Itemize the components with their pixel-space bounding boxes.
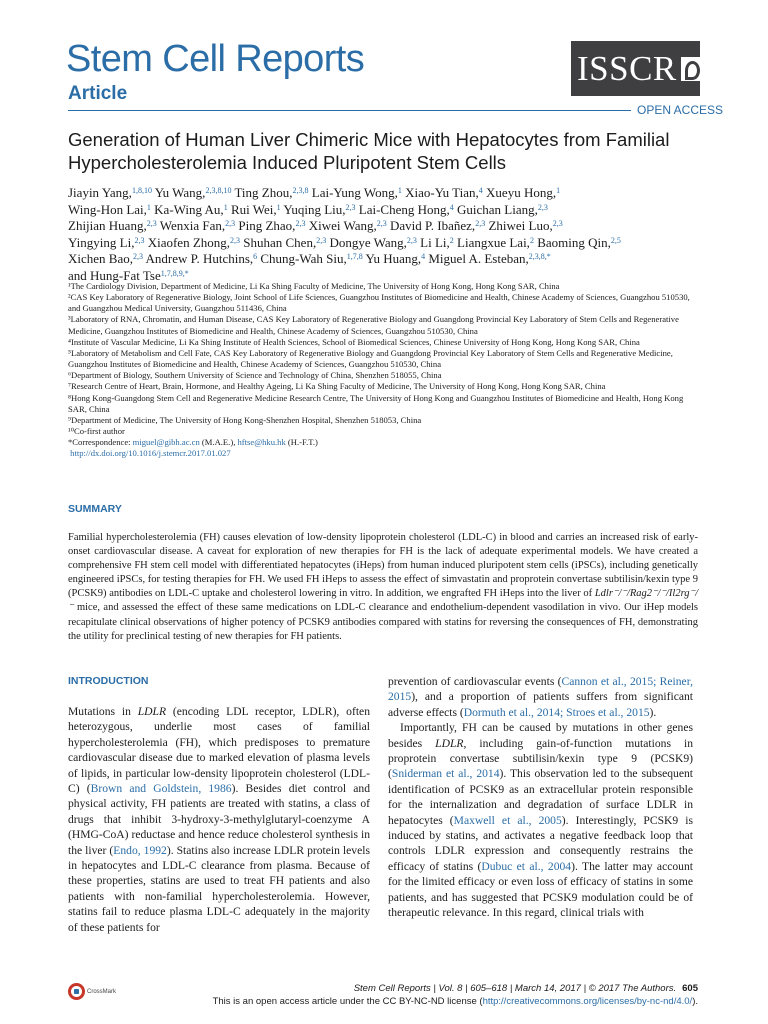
mouse-genotype: Ldlr⁻/⁻/Rag2⁻/⁻/Il2rg⁻/⁻ bbox=[68, 588, 698, 614]
doi-line bbox=[68, 448, 704, 459]
author: Yu Wang,$^{2,3,8,10}$ bbox=[154, 185, 232, 200]
citation-link[interactable]: Cannon et al., 2015; Reiner, 2015 bbox=[388, 675, 693, 704]
affiliation: ⁹Department of Medicine, The University of Hong Kong-Shenzhen Hospital, Shenzhen 518053, China bbox=[68, 414, 422, 425]
author: Yingying Li,$^{2,3}$ bbox=[68, 234, 145, 250]
author: Jiayin Yang,$^{1,8,10}$ bbox=[68, 185, 152, 200]
header-rule bbox=[68, 110, 631, 111]
citation-link[interactable]: Endo, 1992 bbox=[113, 843, 167, 857]
article-title bbox=[68, 128, 718, 174]
author: Zhiwei Luo,$^{2,3}$ bbox=[488, 218, 563, 234]
author: Lai-Cheng Hong,$^4$ bbox=[358, 201, 454, 217]
intro-right-column bbox=[388, 674, 693, 921]
intro-left-column bbox=[68, 704, 370, 935]
affiliation: ²CAS Key Laboratory of Regenerative Biology, Joint School of Life Sciences, Guangzhou Institutes of Biomedicine and Health, Chinese Academy of Sciences, Guangzhou 510530, and Guangzhou Medical University, Guangzhou 511436, China bbox=[68, 292, 690, 314]
author: Ting Zhou,$^{2,3,8}$ bbox=[234, 185, 309, 200]
author: Wenxia Fan,$^{2,3}$ bbox=[159, 218, 236, 234]
correspondence: *Correspondence: miguel@gibh.ac.cn (M.A.E.), hftse@hku.hk (H.-F.T.) bbox=[68, 437, 318, 448]
author: Yu Huang,$^4$ bbox=[365, 251, 426, 267]
author: David P. Ibañez,$^{2,3}$ bbox=[389, 218, 486, 234]
author: Shuhan Chen,$^{2,3}$ bbox=[243, 234, 327, 250]
citation-footer: Stem Cell Reports | Vol. 8 | 605–618 | March 14, 2017 | © 2017 The Authors. 605 bbox=[353, 983, 698, 994]
introduction-heading: INTRODUCTION bbox=[68, 675, 149, 687]
author: Xiaofen Zhong,$^{2,3}$ bbox=[147, 234, 241, 250]
citation-link[interactable]: Sniderman et al., 2014 bbox=[391, 767, 500, 781]
doi-link[interactable]: http://dx.doi.org/10.1016/j.stemcr.2017.01.027 bbox=[70, 448, 231, 459]
affiliation: ¹The Cardiology Division, Department of Medicine, Li Ka Shing Faculty of Medicine, The University of Hong Kong, Hong Kong SAR, China bbox=[68, 281, 560, 291]
crossmark-badge[interactable] bbox=[68, 983, 116, 1000]
affiliation: ⁸Hong Kong-Guangdong Stem Cell and Regenerative Medicine Research Centre, The University of Hong Kong and Guangzhou Institutes of Biomedicine and Health, Hong Kong SAR, China bbox=[68, 392, 684, 414]
author: Liangxue Lai,$^2$ bbox=[457, 234, 534, 250]
summary-text: Familial hypercholesterolemia (FH) causes elevation of low-density lipoprotein cholesterol (LDL-C) in blood and carries an increased risk of early-onset cardiovascular disease. A caveat for exploration of new therapies for FH is the lack of adequate experimental models. We have created a comprehensive FH stem cell model with differentiated hepatocytes (iHeps) from human induced pluripotent stem cells (iPSCs), including genetically engineered iPSCs, for testing therapies for FH. We used FH iHeps to assess the effect of simvastatin and proprotein convertase subtilisin/kexin type 9 (PCSK9) antibodies on LDL-C uptake and cholesterol lowering in vitro. In addition, we engrafted FH iHeps into the liver of Ldlr⁻/⁻/Rag2⁻/⁻/Il2rg⁻/⁻ mice, and assessed the effect of these same medications on LDL-C clearance and endothelium-dependent vasodilation in vivo. Our iHep models recapitulate clinical observations of higher potency of PCSK9 antibodies compared with statins for reversing the consequences of FH, demonstrating the utility for preclinical testing of new therapies for FH patients. bbox=[68, 532, 698, 642]
email-link[interactable]: hftse@hku.hk bbox=[237, 437, 286, 448]
title-line-2: Hypercholesterolemia Induced Pluripotent Stem Cells bbox=[68, 152, 507, 173]
author: Andrew P. Hutchins,$^6$ bbox=[145, 251, 258, 267]
isscr-mark-icon bbox=[681, 57, 700, 81]
author: Baoming Qin,$^{2,5}$ bbox=[537, 234, 621, 250]
affiliation: ⁴Institute of Vascular Medicine, Li Ka Shing Institute of Health Sciences, School of Biomedical Sciences, Chinese University of Hong Kong, Hong Kong SAR, China bbox=[68, 336, 640, 347]
author: Ping Zhao,$^{2,3}$ bbox=[238, 218, 306, 234]
affiliation: ⁶Department of Biology, Southern University of Science and Technology of China, Shenzhen 518055, China bbox=[68, 370, 442, 381]
paragraph: prevention of cardiovascular events (Cannon et al., 2015; Reiner, 2015), and a proportion of patients suffers from significant adverse effects (Dormuth et al., 2014; Stroes et al., 2015). bbox=[388, 675, 693, 719]
license-footer: This is an open access article under the CC BY-NC-ND license (http://creativecommons.org/licenses/by-nc-nd/4.0/). bbox=[212, 996, 698, 1007]
author-list bbox=[68, 185, 708, 285]
author: Yuqing Liu,$^{2,3}$ bbox=[283, 201, 356, 217]
citation-link[interactable]: Maxwell et al., 2005 bbox=[453, 813, 562, 827]
author: Wing-Hon Lai,$^1$ bbox=[68, 201, 151, 217]
article-type: Article bbox=[68, 83, 128, 104]
paragraph: Mutations in LDLR (encoding LDL receptor, LDLR), often heterozygous, underlie most cases of familial hypercholesterolemia (FH), which predisposes to premature cardiovascular disease due to marked elevation of plasma levels of lipids, in particular low-density lipoprotein cholesterol (LDL-C) (Brown and Goldstein, 1986). Besides diet control and physical activity, FH patients are treated with statins, a class of drugs that inhibit 3-hydroxy-3-methylglutaryl-coenzyme A (HMG-CoA) reductase and hence reduce cholesterol synthesis in the liver (Endo, 1992). Statins also increase LDLR protein levels in hepatocytes and LDL-C clearance from plasma. Because of these properties, statins are used to treat FH patients and also patients with non-familial hypercholesterolemia. However, statins fail to reduce plasma LDL-C adequately in the majority of these patients for bbox=[68, 705, 371, 934]
author: and Hung-Fat Tse$^{1,7,8,9,*}$ bbox=[68, 267, 189, 283]
license-link[interactable]: http://creativecommons.org/licenses/by-nc-nd/4.0/ bbox=[482, 996, 693, 1007]
affiliation: ⁷Research Centre of Heart, Brain, Hormone, and Healthy Ageing, Li Ka Shing Faculty of Medicine, The University of Hong Kong, Hong Kong SAR, China bbox=[68, 381, 606, 392]
author: Dongye Wang,$^{2,3}$ bbox=[329, 234, 417, 250]
affiliations bbox=[68, 281, 704, 460]
crossmark-label: CrossMark bbox=[87, 988, 117, 995]
author: Ka-Wing Au,$^1$ bbox=[154, 201, 228, 217]
crossmark-icon bbox=[68, 983, 85, 1000]
author: Chung-Wah Siu,$^{1,7,8}$ bbox=[260, 251, 363, 267]
paragraph: Importantly, FH can be caused by mutations in other genes besides LDLR, including gain-of-function mutations in proprotein convertase subtilisin/kexin type 9 (PCSK9) (Sniderman et al., 2014). This observation led to the subsequent identification of PCSK9 as an extracellular protein responsible for the internalization and degradation of surface LDLR in hepatocytes (Maxwell et al., 2005). Interestingly, PCSK9 is induced by statins, and activates a negative feedback loop that controls LDLR expression and consequently restrains the efficacy of statins (Dubuc et al., 2004). The latter may account for the limited efficacy or even loss of efficacy of statins in some patients, and has suggested that PCSK9 modulation could be of therapeutic relevance. In this regard, clinical trials with bbox=[388, 721, 694, 920]
author: Guichan Liang,$^{2,3}$ bbox=[457, 201, 548, 217]
author: Lai-Yung Wong,$^1$ bbox=[311, 185, 402, 200]
journal-name: Stem Cell Reports bbox=[66, 38, 365, 80]
affiliation: ³Laboratory of RNA, Chromatin, and Human Disease, CAS Key Laboratory of Regenerative Biology and Guangdong Provincial Key Laboratory of Stem Cells and Regenerative Medicine, Guangzhou Institutes of Biomedicine and Health, Chinese Academy of Sciences, Guangzhou 510530, China bbox=[68, 314, 679, 336]
author: Zhijian Huang,$^{2,3}$ bbox=[68, 218, 157, 234]
author: Xiao-Yu Tian,$^4$ bbox=[405, 185, 483, 200]
page-number: 605 bbox=[682, 983, 698, 994]
logo-text: ISSCR bbox=[577, 48, 677, 88]
author: Xichen Bao,$^{2,3}$ bbox=[68, 251, 143, 267]
author: Rui Wei,$^1$ bbox=[230, 201, 281, 217]
summary-heading: SUMMARY bbox=[68, 503, 122, 515]
title-line-1: Generation of Human Liver Chimeric Mice with Hepatocytes from Familial bbox=[68, 129, 670, 150]
citation-link[interactable]: Brown and Goldstein, 1986 bbox=[90, 782, 232, 796]
citation-link[interactable]: Dubuc et al., 2004 bbox=[481, 859, 572, 873]
author: Li Li,$^2$ bbox=[420, 234, 454, 250]
isscr-logo bbox=[571, 41, 700, 96]
author: Miguel A. Esteban,$^{2,3,8,*}$ bbox=[428, 251, 551, 267]
affiliation: ⁵Laboratory of Metabolism and Cell Fate, CAS Key Laboratory of Regenerative Biology and Guangdong Provincial Key Laboratory of Stem Cells and Regenerative Medicine, Guangzhou Institutes of Biomedicine and Health, Chinese Academy of Sciences, Guangzhou 510530, China bbox=[68, 347, 673, 370]
affiliation: ¹⁰Co-first author bbox=[68, 426, 125, 437]
email-link[interactable]: miguel@gibh.ac.cn bbox=[132, 437, 200, 448]
open-access-label: OPEN ACCESS bbox=[637, 103, 724, 117]
author: Xueyu Hong,$^1$ bbox=[486, 185, 561, 200]
citation-link[interactable]: Dormuth et al., 2014; Stroes et al., 2015 bbox=[463, 705, 650, 719]
author: Xiwei Wang,$^{2,3}$ bbox=[308, 218, 387, 234]
